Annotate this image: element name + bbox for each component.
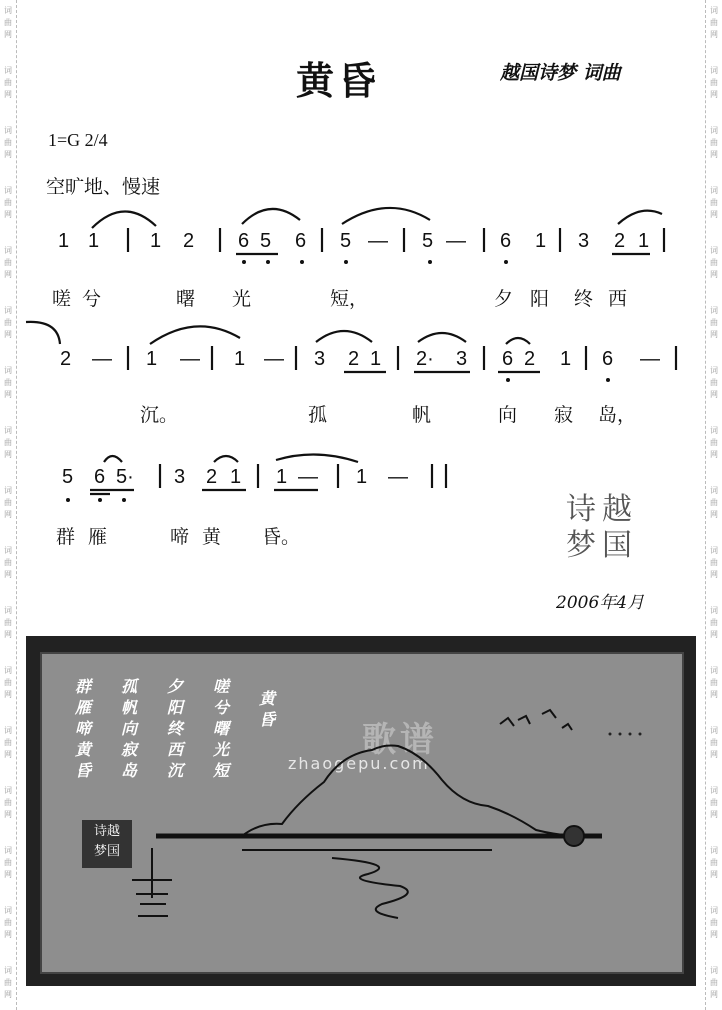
watermark-char: 曲 [710,558,718,567]
watermark-char: 曲 [710,918,718,927]
note: 1 [356,466,368,488]
watermark-char: 网 [4,750,12,759]
lyric: 昏。 [262,526,301,548]
watermark-char: 网 [4,870,12,879]
site-logo: 歌谱 [362,720,438,760]
note: 3 [578,230,590,252]
watermark-char: 网 [4,270,12,279]
note: — [368,230,388,252]
lyric: 终 [574,288,594,310]
lyric: 啼 [170,526,190,548]
watermark-char: 词 [710,246,718,255]
watermark-char: 词 [710,426,718,435]
watermark-char: 网 [4,450,12,459]
seal-char: 国 [602,528,632,563]
watermark-char: 曲 [710,198,718,207]
lyric: 寂 [554,404,574,426]
watermark-char: 词 [710,726,718,735]
watermark-char: 网 [4,930,12,939]
poem-column: 群雁啼黄昏 [74,677,91,780]
watermark-char: 曲 [710,858,718,867]
lyric: 嗟 [52,288,72,310]
lyric: 西 [608,288,628,310]
note: 1 [370,348,382,370]
lyric: 雁 [88,526,108,548]
note: 1 [276,466,288,488]
watermark-char: 词 [710,906,718,915]
watermark-char: 网 [710,210,718,219]
lyric: 夕 [494,288,514,310]
note: 5· [116,466,134,488]
note: 5 [260,230,272,252]
note: 1 [150,230,162,252]
watermark-char: 词 [710,966,718,975]
watermark-char: 词 [4,366,12,375]
note: 2 [348,348,360,370]
note: 6 [502,348,514,370]
watermark-char: 曲 [710,258,718,267]
watermark-char: 词 [710,546,718,555]
note: 6 [500,230,512,252]
watermark-char: 词 [710,486,718,495]
note: — [180,348,200,370]
lyric: 沉。 [140,404,179,426]
watermark-char: 词 [4,306,12,315]
lyric: 向 [498,404,518,426]
watermark-char: 曲 [4,738,12,747]
poem-column: 夕阳终西沉 [166,677,183,780]
seal-char: 诗 [566,492,596,527]
watermark-char: 网 [710,270,718,279]
watermark-char: 曲 [4,978,12,987]
note: 1 [146,348,158,370]
watermark-char: 网 [710,450,718,459]
watermark-char: 词 [4,726,12,735]
note: 1 [234,348,246,370]
watermark-char: 词 [710,366,718,375]
watermark-char: 词 [4,186,12,195]
watermark-char: 词 [4,426,12,435]
watermark-char: 网 [710,990,718,999]
watermark-char: 曲 [710,618,718,627]
note: — [92,348,112,370]
note: 2 [524,348,536,370]
watermark-char: 曲 [710,138,718,147]
watermark-char: 网 [710,750,718,759]
author-seal [562,488,642,563]
watermark-char: 曲 [4,438,12,447]
note: 1 [638,230,650,252]
note: — [446,230,466,252]
note: 1 [88,230,100,252]
watermark-char: 曲 [4,558,12,567]
poem-column: 嗟兮曙光短 [212,677,229,780]
note: 2 [206,466,218,488]
watermark-char: 网 [710,330,718,339]
watermark-char: 曲 [710,378,718,387]
watermark-char: 词 [4,966,12,975]
watermark-char: 词 [710,186,718,195]
watermark-char: 词 [710,66,718,75]
note: 5 [422,230,434,252]
watermark-char: 网 [710,930,718,939]
lyric: 群 [56,526,76,548]
note: — [264,348,284,370]
watermark-char: 曲 [710,78,718,87]
stamp-line: 诗越 [93,824,120,839]
watermark-char: 曲 [4,78,12,87]
watermark-char: 词 [710,666,718,675]
watermark-char: 词 [4,666,12,675]
note: 3 [456,348,468,370]
lyric: 兮 [82,288,102,310]
watermark-char: 网 [710,30,718,39]
lyric: 岛， [598,404,637,426]
watermark-char: 词 [4,786,12,795]
poem-column: 孤帆向寂岛 [120,677,137,780]
note: 2 [183,230,195,252]
watermark-char: 曲 [4,318,12,327]
tempo-marking: 空旷地、慢速 [46,176,161,198]
lyric: 孤 [308,404,328,426]
watermark-char: 曲 [710,18,718,27]
watermark-char: 网 [710,390,718,399]
watermark-char: 曲 [4,378,12,387]
watermark-char: 曲 [4,858,12,867]
watermark-char: 曲 [4,258,12,267]
note: — [640,348,660,370]
watermark-char: 网 [4,990,12,999]
watermark-char: 词 [4,126,12,135]
note: 5 [340,230,352,252]
watermark-char: 网 [4,690,12,699]
watermark-char: 词 [4,66,12,75]
key-signature: 1=G 2/4 [48,130,108,150]
watermark-char: 网 [710,150,718,159]
watermark-char: 网 [4,630,12,639]
watermark-char: 曲 [710,678,718,687]
watermark-char: 网 [710,690,718,699]
watermark-char: 网 [4,30,12,39]
seal-char: 梦 [566,528,596,563]
watermark-char: 词 [4,546,12,555]
note: 3 [314,348,326,370]
lyric: 曙 [176,288,196,310]
watermark-char: 网 [710,570,718,579]
poem-title: 黄昏 [258,689,275,729]
watermark-char: 曲 [4,18,12,27]
watermark-char: 词 [710,606,718,615]
watermark-char: 网 [4,330,12,339]
lyric: 短， [330,288,369,310]
lyric: 光 [232,288,252,310]
lyric: 帆 [412,404,432,426]
watermark-char: 曲 [710,798,718,807]
watermark-char: 曲 [4,618,12,627]
note: 5 [62,466,74,488]
song-title: 黄昏 [296,58,381,103]
watermark-char: 网 [4,810,12,819]
watermark-char: 曲 [710,438,718,447]
illustration-panel [26,636,696,986]
watermark-char: 网 [710,510,718,519]
watermark-char: 词 [4,246,12,255]
watermark-char: 网 [4,150,12,159]
note: 2· [416,348,434,370]
watermark-char: 词 [4,846,12,855]
watermark-char: 曲 [4,918,12,927]
watermark-char: 词 [710,126,718,135]
watermark-char: 曲 [4,498,12,507]
note: — [388,466,408,488]
note: 1 [58,230,70,252]
lyric: 阳 [530,288,550,310]
note: 1 [560,348,572,370]
site-url: zhaogepu.com [288,754,430,773]
watermark-char: 词 [710,6,718,15]
watermark-char: 曲 [710,738,718,747]
watermark-char: 网 [4,90,12,99]
watermark-char: 网 [4,210,12,219]
watermark-char: 网 [710,630,718,639]
note: 2 [60,348,72,370]
watermark-char: 曲 [710,318,718,327]
note: 6 [295,230,307,252]
watermark-char: 词 [4,606,12,615]
watermark-char: 曲 [4,798,12,807]
watermark-char: 网 [710,870,718,879]
watermark-char: 曲 [4,198,12,207]
watermark-char: 网 [710,810,718,819]
note: 2 [614,230,626,252]
composition-date: 2006年4月 [556,593,645,613]
note: 6 [238,230,250,252]
seal-char: 越 [602,492,632,527]
watermark-char: 曲 [710,978,718,987]
watermark-char: 词 [4,6,12,15]
watermark-char: 词 [710,786,718,795]
note: 6 [602,348,614,370]
watermark-char: 网 [4,390,12,399]
note: 1 [230,466,242,488]
watermark-char: 词 [4,486,12,495]
watermark-char: 网 [4,510,12,519]
watermark-char: 曲 [4,138,12,147]
stamp-line: 梦国 [93,844,120,859]
landscape-drawing [42,654,682,972]
watermark-char: 词 [710,306,718,315]
note: 3 [174,466,186,488]
watermark-char: 词 [4,906,12,915]
watermark-char: 词 [710,846,718,855]
lyric: 黄 [202,526,222,548]
watermark-char: 曲 [710,498,718,507]
watermark-char: 网 [4,570,12,579]
note: 6 [94,466,106,488]
watermark-char: 网 [710,90,718,99]
author-credit: 越国诗梦 词曲 [500,62,621,84]
illustration-canvas [40,652,684,974]
note: 1 [535,230,547,252]
note: — [298,466,318,488]
watermark-char: 曲 [4,678,12,687]
